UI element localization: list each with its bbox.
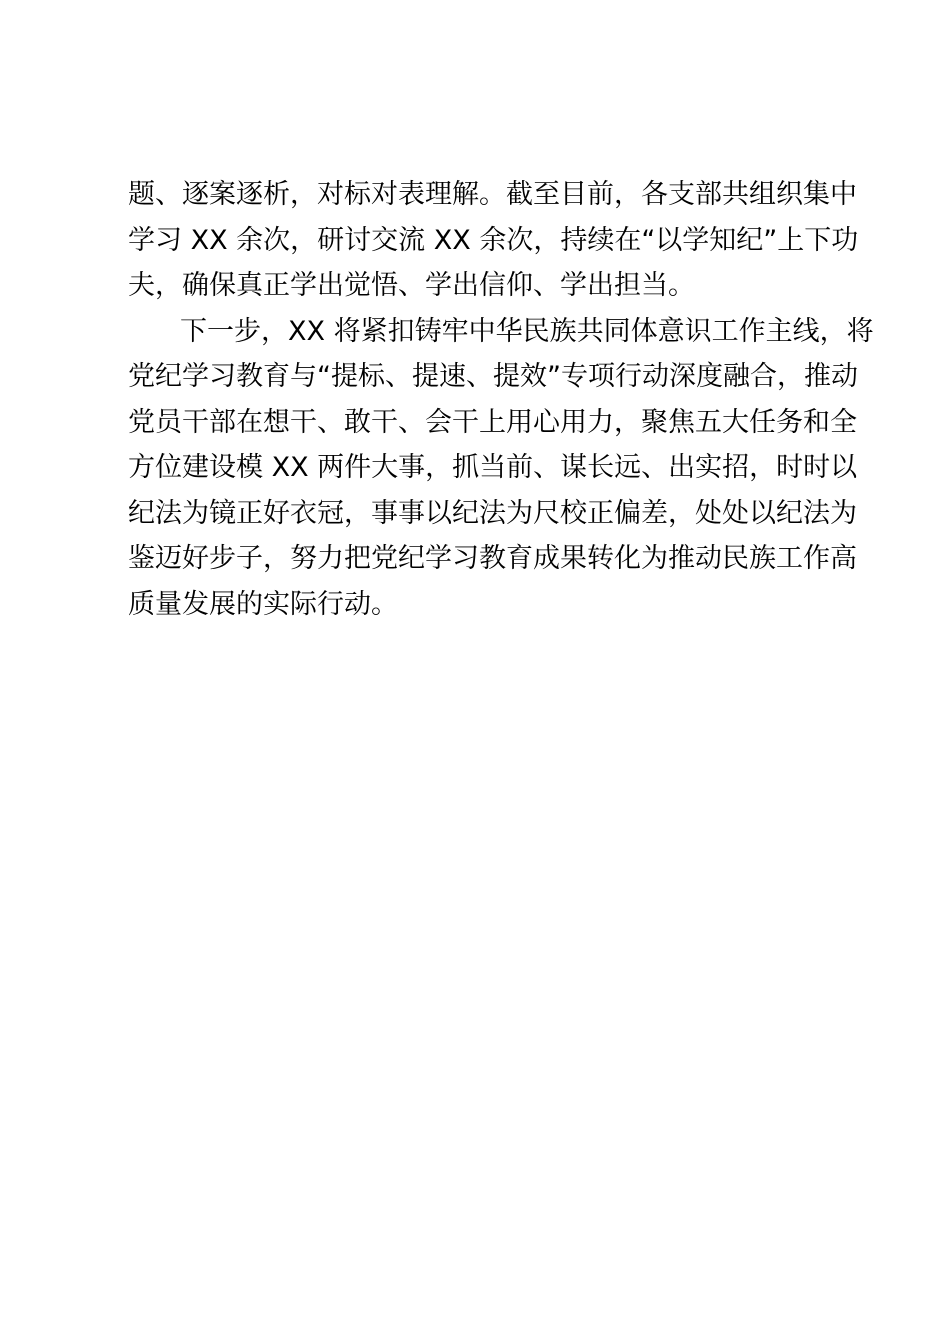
paragraph-line: 夫，确保真正学出觉悟、学出信仰、学出担当。	[128, 270, 695, 301]
paragraph-line: 党员干部在想干、敢干、会干上用心用力，聚焦五大任务和全	[128, 406, 857, 438]
paragraph-line: 题、逐案逐析，对标对表理解。截至目前，各支部共组织集中	[128, 179, 857, 210]
paragraph-line: 质量发展的实际行动。	[128, 588, 398, 620]
document-body	[128, 172, 874, 627]
paragraph-line: 方位建设模 XX 两件大事，抓当前、谋长远、出实招，时时以	[128, 452, 858, 483]
paragraph-2	[128, 309, 874, 628]
paragraph-line: 下一步，XX 将紧扣铸牢中华民族共同体意识工作主线，将	[180, 315, 874, 347]
paragraph-line: 学习 XX 余次，研讨交流 XX 余次，持续在“以学知纪”上下功	[128, 224, 859, 256]
paragraph-1	[128, 172, 859, 309]
paragraph-line: 党纪学习教育与“提标、提速、提效”专项行动深度融合，推动	[128, 361, 858, 392]
paragraph-line: 纪法为镜正好衣冠，事事以纪法为尺校正偏差，处处以纪法为	[128, 497, 857, 529]
paragraph-line: 鉴迈好步子，努力把党纪学习教育成果转化为推动民族工作高	[128, 543, 857, 574]
